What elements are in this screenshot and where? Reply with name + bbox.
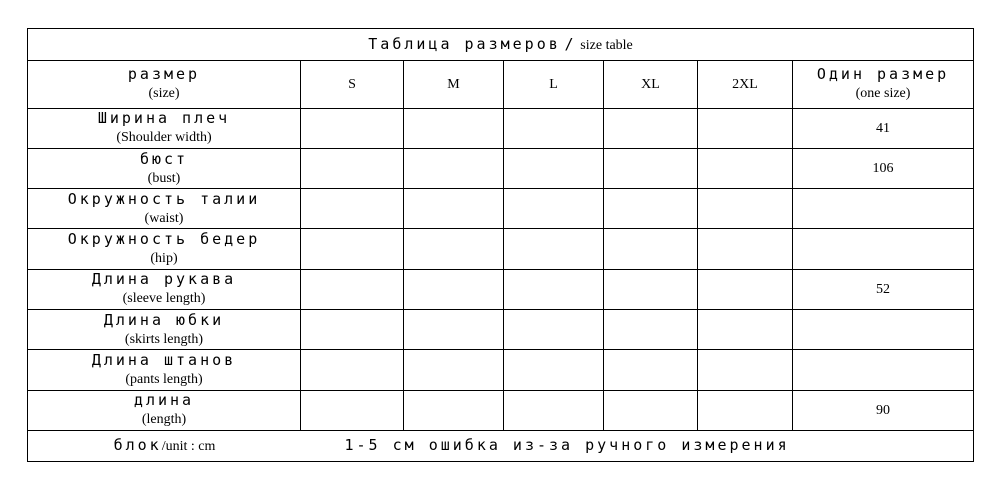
row-label xyxy=(28,189,301,229)
table-row xyxy=(28,189,974,229)
table-row xyxy=(28,350,974,390)
row-label-en: (length) xyxy=(141,412,187,428)
cell-m xyxy=(404,148,504,188)
cell-xl xyxy=(604,390,698,430)
cell-s xyxy=(301,148,404,188)
unit-en: /unit : cm xyxy=(161,438,216,454)
cell-m xyxy=(404,310,504,350)
cell-l xyxy=(504,390,604,430)
cell-one-size xyxy=(793,229,974,269)
title-separator: / xyxy=(564,34,577,53)
cell-2xl xyxy=(698,108,793,148)
size-label-ru: размер xyxy=(127,65,201,84)
cell-one-size: 52 xyxy=(793,269,974,309)
cell-s xyxy=(301,390,404,430)
cell-l xyxy=(504,350,604,390)
cell-m xyxy=(404,269,504,309)
row-label xyxy=(28,108,301,148)
size-label-en: (size) xyxy=(148,86,180,102)
cell-m xyxy=(404,350,504,390)
table-row xyxy=(28,310,974,350)
size-header-s: S xyxy=(301,61,404,109)
cell-m xyxy=(404,229,504,269)
cell-xl xyxy=(604,108,698,148)
cell-xl xyxy=(604,350,698,390)
cell-m xyxy=(404,390,504,430)
cell-m xyxy=(404,108,504,148)
cell-s xyxy=(301,269,404,309)
row-label-en: (Shoulder width) xyxy=(116,130,212,146)
cell-one-size: 106 xyxy=(793,148,974,188)
footer-cell xyxy=(28,430,974,461)
row-label-en: (bust) xyxy=(147,170,181,186)
cell-s xyxy=(301,229,404,269)
row-label xyxy=(28,148,301,188)
table-row xyxy=(28,108,974,148)
row-label-ru: бюст xyxy=(139,149,189,168)
title-row xyxy=(28,29,974,61)
title-ru: Таблица размеров xyxy=(368,34,561,53)
table-row xyxy=(28,390,974,430)
cell-2xl xyxy=(698,148,793,188)
cell-s xyxy=(301,189,404,229)
row-label-ru: Окружность бедер xyxy=(67,230,261,249)
header-row xyxy=(28,61,974,109)
cell-xl xyxy=(604,189,698,229)
cell-xl xyxy=(604,269,698,309)
row-label-en: (sleeve length) xyxy=(122,291,206,307)
cell-l xyxy=(504,108,604,148)
cell-xl xyxy=(604,310,698,350)
cell-xl xyxy=(604,229,698,269)
cell-xl xyxy=(604,148,698,188)
row-label-en: (waist) xyxy=(144,210,184,226)
row-label-en: (skirts length) xyxy=(124,331,204,347)
row-label-en: (hip) xyxy=(150,251,178,267)
cell-s xyxy=(301,310,404,350)
one-size-header-cell xyxy=(793,61,974,109)
size-header-2xl: 2XL xyxy=(698,61,793,109)
cell-l xyxy=(504,269,604,309)
cell-2xl xyxy=(698,229,793,269)
row-label-en: (pants length) xyxy=(125,371,203,387)
row-label xyxy=(28,269,301,309)
size-table xyxy=(27,28,974,462)
unit-ru: блок xyxy=(113,435,162,454)
title-en: size table xyxy=(580,37,633,53)
cell-s xyxy=(301,350,404,390)
cell-l xyxy=(504,148,604,188)
cell-l xyxy=(504,229,604,269)
cell-one-size xyxy=(793,310,974,350)
one-size-label-en: (one size) xyxy=(855,86,911,102)
row-label-ru: Окружность талии xyxy=(67,189,261,208)
cell-m xyxy=(404,189,504,229)
cell-l xyxy=(504,310,604,350)
cell-l xyxy=(504,189,604,229)
row-label-ru: Длина штанов xyxy=(91,350,237,369)
cell-2xl xyxy=(698,390,793,430)
cell-s xyxy=(301,108,404,148)
row-label-ru: длина xyxy=(133,391,195,410)
cell-one-size: 41 xyxy=(793,108,974,148)
size-header-cell xyxy=(28,61,301,109)
row-label xyxy=(28,229,301,269)
table-row xyxy=(28,148,974,188)
footer-row xyxy=(28,430,974,461)
size-header-m: M xyxy=(404,61,504,109)
row-label-ru: Ширина плеч xyxy=(97,109,231,128)
size-header-xl: XL xyxy=(604,61,698,109)
table-title xyxy=(28,29,974,61)
cell-2xl xyxy=(698,269,793,309)
cell-2xl xyxy=(698,189,793,229)
cell-one-size xyxy=(793,189,974,229)
row-label xyxy=(28,390,301,430)
table-row xyxy=(28,229,974,269)
unit-note xyxy=(28,436,301,456)
cell-2xl xyxy=(698,350,793,390)
cell-2xl xyxy=(698,310,793,350)
one-size-label-ru: Один размер xyxy=(816,65,950,84)
size-header-l: L xyxy=(504,61,604,109)
row-label-ru: Длина рукава xyxy=(91,270,237,289)
measurement-error-note: 1-5 см ошибка из-за ручного измерения xyxy=(344,435,790,454)
row-label xyxy=(28,310,301,350)
row-label xyxy=(28,350,301,390)
cell-one-size xyxy=(793,350,974,390)
cell-one-size: 90 xyxy=(793,390,974,430)
row-label-ru: Длина юбки xyxy=(103,310,225,329)
table-row xyxy=(28,269,974,309)
